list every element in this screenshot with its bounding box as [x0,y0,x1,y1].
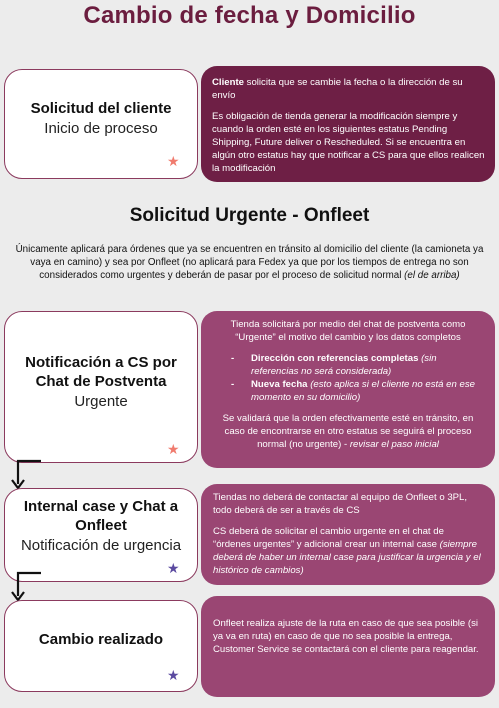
card-internal-case [4,488,198,582]
card-title: Solicitud del cliente [30,100,172,117]
panel-text: Es obligación de tienda generar la modificación siempre y cuando la orden esté en los siguientes estatus Pending Shipping, Future deliver o Rescheduled. Si se encuentra en algún otro estatus hay que notificar a CS para que ellos realicen la modificación [212,110,485,174]
card-subtitle: Urgente [74,392,128,410]
card-subtitle: Inicio de proceso [44,119,158,137]
card-cambio-realizado [4,600,198,692]
panel-internal-case [201,484,495,585]
panel-text: Onfleet realiza ajuste de la ruta en caso de que sea posible (si ya va en ruta) en caso de que no sea posible la entrega, Customer Service se contactará con el cliente para reagendar. [213,618,479,655]
star-icon: ★ [167,560,180,576]
intro-text: Únicamente aplicará para órdenes que ya se encuentren en tránsito al domicilio del cliente (la camioneta ya vaya en camino) y sea por Onfleet (no aplicará para Fedex ya que por los tiempos de entrega no son considerados como urgentes y deberán de pasar por el proceso de solicitud normal [15,244,484,282]
star-icon: ★ [167,667,180,683]
panel-cambio-realizado [201,596,495,697]
card-solicitud-cliente [4,69,198,179]
down-arrow-icon [8,458,44,492]
list-item: - Dirección con referencias completas (sin referencias no será considerada) [231,353,483,379]
star-icon: ★ [167,153,180,169]
panel-text: Tienda solicitará por medio del chat de postventa como “Urgente” el motivo del cambio y los datos completos [230,319,466,343]
section-intro [14,243,485,283]
card-title: Cambio realizado [38,631,164,648]
panel-text: CS deberá de solicitar el cambio urgente en el chat de “órdenes urgentes” y adicional crear un internal case (siempre deberá de haber un internal case para justificar la urgencia y el histórico de cambios) [213,525,481,576]
card-title: Notificación a CS por Chat de Postventa [25,354,177,390]
panel-text: Se validará que la orden efectivamente esté en tránsito, en caso de encontrarse en otro estatus se seguirá el proceso normal (no urgente) - revisar el paso inicial [222,412,474,450]
down-arrow-icon [8,570,44,604]
card-title: Internal case y Chat a Onfleet [23,498,179,534]
panel-bold-client: Cliente [212,77,244,88]
page-title: Cambio de fecha y Domicilio [83,2,416,29]
panel-text: solicita que se cambie la fecha o la dirección de su envío [212,77,463,101]
panel-solicitud-cliente [201,66,495,182]
list-item: - Nueva fecha (esto aplica si el cliente no está en ese momento en su domicilio) [231,379,483,405]
section-title: Solicitud Urgente - Onfleet [129,205,370,226]
required-data-list [213,353,483,405]
panel-notificacion-cs [201,311,495,468]
card-subtitle: Notificación de urgencia [20,536,182,554]
intro-italic: (el de arriba) [404,270,460,282]
card-notificacion-cs [4,311,198,463]
panel-text: Tiendas no deberá de contactar al equipo de Onfleet o 3PL, todo deberá de ser a través de CS [213,492,468,516]
star-icon: ★ [167,441,180,457]
